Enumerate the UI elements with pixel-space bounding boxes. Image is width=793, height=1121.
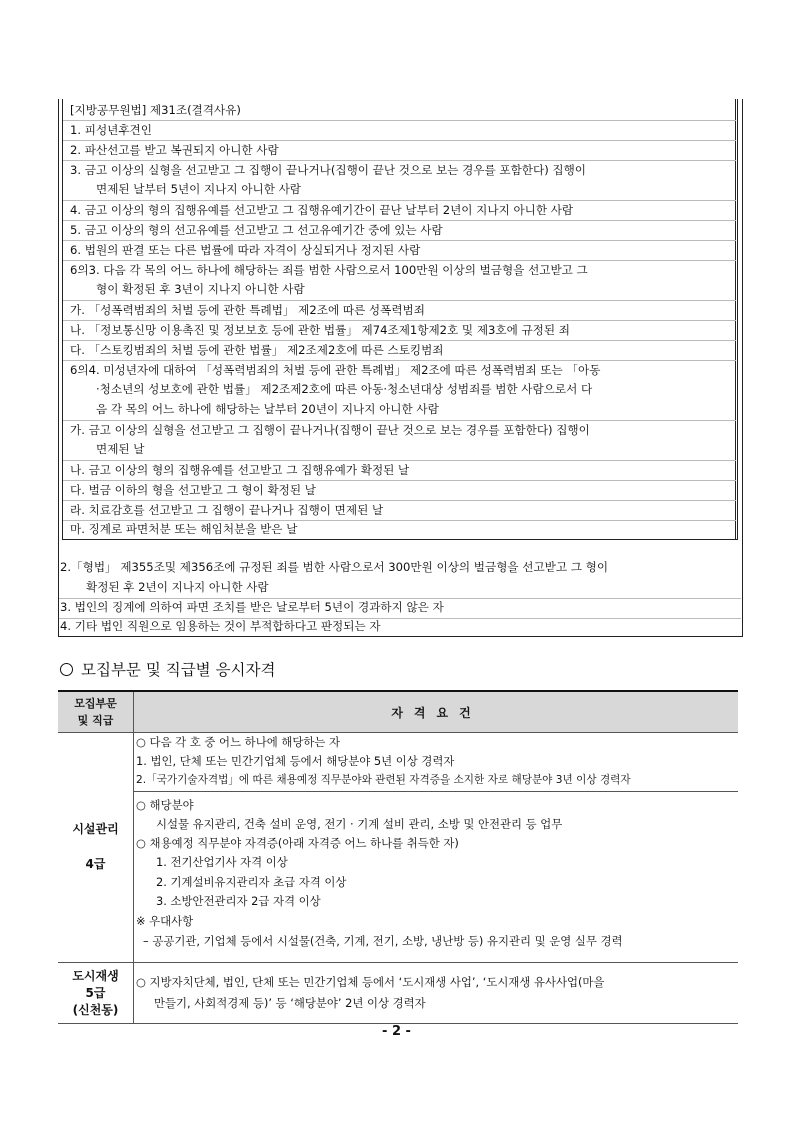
requirement-line: 2.「국가기술자격법」에 따른 채용예정 직무분야와 관련된 자격증을 소지한 자로 해당분야 3년 이상 경력자 <box>136 774 631 786</box>
requirement-line: 1. 법인, 단체 또는 민간기업체 등에서 해당분야 5년 이상 경력자 <box>136 754 455 768</box>
row-divider <box>58 962 738 963</box>
requirement-line: ○ 지방자치단체, 법인, 단체 또는 민간기업체 등에서 ‘도시재생 사업’, ‘도시재생 유사사업(마을 <box>136 975 605 989</box>
law-item: 라. 치료감호를 선고받고 그 집행이 끝나거나 집행이 면제된 날 <box>70 503 384 517</box>
law-item-cont: 면제된 날부터 5년이 지나지 아니한 사람 <box>96 182 301 196</box>
outer-item: 4. 기타 법인 직원으로 임용하는 것이 부적합하다고 판정되는 자 <box>60 619 381 633</box>
row2-label-category: 도시재생 <box>72 969 119 983</box>
law-item: 다. 벌금 이하의 형을 선고받고 그 형이 확정된 날 <box>70 483 316 497</box>
row1-label-category: 시설관리 <box>72 822 119 836</box>
header-category <box>58 692 133 735</box>
requirement-line: 2. 기계설비유지관리자 초급 자격 이상 <box>156 875 347 889</box>
law-title: [지방공무원법] 제31조(결격사유) <box>70 103 241 117</box>
law-item: 3. 금고 이상의 실형을 선고받고 그 집행이 끝나거나(집행이 끝난 것으로 보는 경우를 포함한다) 집행이 <box>70 163 587 177</box>
law-item: 2. 파산선고를 받고 복권되지 아니한 사람 <box>70 143 279 157</box>
outer-item: 3. 법인의 징계에 의하여 파면 조치를 받은 날로부터 5년이 경과하지 않은 자 <box>60 600 444 614</box>
outer-item-cont: 확정된 후 2년이 지나지 아니한 사람 <box>86 580 269 594</box>
page-number: - 2 - <box>382 1024 411 1039</box>
law-item: 5. 금고 이상의 형의 선고유예를 선고받고 그 선고유예기간 중에 있는 사람 <box>70 223 443 237</box>
law-item-cont: ·청소년의 성보호에 관한 법률」 제2조제2호에 따른 아동·청소년대상 성범죄를 범한 사람으로서 다 <box>96 382 593 396</box>
requirement-line: ○ 다음 각 호 중 어느 하나에 해당하는 자 <box>136 735 340 749</box>
circle-bullet-icon <box>60 663 73 676</box>
header-requirements: 자격요건 <box>391 706 482 720</box>
law-item-cont: 형이 확정된 후 3년이 지나지 아니한 사람 <box>96 282 305 296</box>
requirement-line: 만들기, 사회적경제 등)’ 등 ‘해당분야’ 2년 이상 경력자 <box>154 996 426 1010</box>
requirement-line: 3. 소방안전관리자 2급 자격 이상 <box>156 894 321 908</box>
cell-divider <box>133 791 738 792</box>
requirement-line: ○ 채용예정 직무분야 자격증(아래 자격증 어느 하나를 취득한 자) <box>136 836 459 850</box>
law-item-cont: 면제된 날 <box>96 442 145 456</box>
law-item: 나. 「정보통신망 이용촉진 및 정보보호 등에 관한 법률」 제74조제1항제2호 및 제3호에 규정된 죄 <box>70 323 570 337</box>
row2-label-grade: 5급 <box>85 986 106 1000</box>
header-category-line2: 및 직급 <box>77 714 114 727</box>
law-item: 1. 피성년후견인 <box>70 123 152 137</box>
column-divider <box>133 692 134 1023</box>
header-category-line1: 모집부문 <box>74 697 117 710</box>
law-item: 나. 금고 이상의 형의 집행유예를 선고받고 그 집행유예가 확정된 날 <box>70 463 410 477</box>
law-item: 6. 법원의 판결 또는 다른 법률에 따라 자격이 상실되거나 정지된 사람 <box>70 243 421 257</box>
requirement-line: 시설물 유지관리, 건축 설비 운영, 전기 · 기계 설비 관리, 소방 및 안전관리 등 업무 <box>156 817 563 831</box>
law-item: 마. 징계로 파면처분 또는 해임처분을 받은 날 <box>70 522 298 536</box>
section-heading-text: 모집부문 및 직급별 응시자격 <box>81 661 276 679</box>
requirement-line: 1. 전기산업기사 자격 이상 <box>156 855 288 869</box>
law-item: 6의4. 미성년자에 대하여 「성폭력범죄의 처벌 등에 관한 특례법」 제2조에 따른 성폭력범죄 또는 「아동 <box>70 363 601 377</box>
law-item: 6의3. 다음 각 목의 어느 하나에 해당하는 죄를 범한 사람으로서 100만원 이상의 벌금형을 선고받고 그 <box>70 263 588 277</box>
rule <box>63 120 736 121</box>
law-item: 가. 금고 이상의 실형을 선고받고 그 집행이 끝나거나(집행이 끝난 것으로 보는 경우를 포함한다) 집행이 <box>70 423 590 437</box>
law-item: 다. 「스토킹범죄의 처벌 등에 관한 법률」 제2조제2호에 따른 스토킹범죄 <box>70 343 444 357</box>
requirement-line: ※ 우대사항 <box>136 914 194 928</box>
requirement-line: – 공공기관, 기업체 등에서 시설물(건축, 기계, 전기, 소방, 냉난방 등) 유지관리 및 운영 실무 경력 <box>143 934 623 948</box>
double-border-line <box>735 99 739 539</box>
outer-item: 2.「형법」 제355조및 제356조에 규정된 죄를 범한 사람으로서 300만원 이상의 벌금형을 선고받고 그 형이 <box>60 560 609 574</box>
law-item-cont: 음 각 목의 어느 하나에 해당하는 날부터 20년이 지나지 아니한 사람 <box>96 402 439 416</box>
section-heading <box>60 658 275 680</box>
row1-label-grade: 4급 <box>85 857 106 871</box>
requirement-line: ○ 해당분야 <box>136 798 194 812</box>
row2-label-location: (신천동) <box>72 1003 119 1017</box>
law-item: 4. 금고 이상의 형의 집행유예를 선고받고 그 집행유예기간이 끝난 날부터 2년이 지나지 아니한 사람 <box>70 203 574 217</box>
law-item: 가. 「성폭력범죄의 처벌 등에 관한 특례법」 제2조에 따른 성폭력범죄 <box>70 303 425 317</box>
